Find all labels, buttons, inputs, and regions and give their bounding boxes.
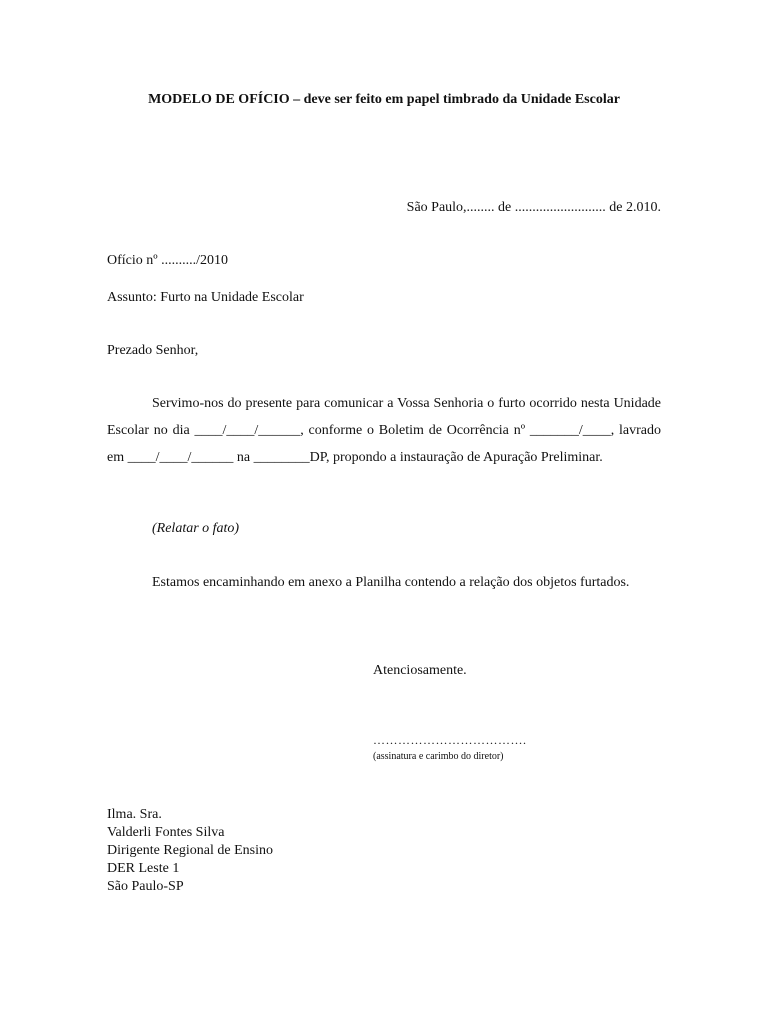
date-line: São Paulo,........ de .......................... de 2.010. <box>406 200 661 215</box>
recipient-role: Dirigente Regional de Ensino <box>107 843 274 858</box>
document-title: MODELO DE OFÍCIO – deve ser feito em papel timbrado da Unidade Escolar <box>148 92 620 107</box>
recipient-block <box>107 806 273 896</box>
signature-line: ………………………………. <box>373 733 527 747</box>
oficio-number: Ofício nº ........../2010 <box>107 253 228 268</box>
recipient-name: Valderli Fontes Silva <box>107 825 225 840</box>
subject-line: Assunto: Furto na Unidade Escolar <box>107 290 304 305</box>
salutation: Prezado Senhor, <box>107 343 199 358</box>
body-paragraph-1: Servimo-nos do presente para comunicar a Vossa Senhoria o furto ocorrido nesta Unidade Escolar no dia ____/____/______, conforme o Boletim de Ocorrência nº _______/____, lavrado em ____/____/______ na ________DP, propondo a instauração de Apuração Preliminar. <box>107 396 661 465</box>
body-paragraph-2: Estamos encaminhando em anexo a Planilha contendo a relação dos objetos furtados. <box>152 575 630 590</box>
signature-caption: (assinatura e carimbo do diretor) <box>373 751 504 762</box>
recipient-office: DER Leste 1 <box>107 861 180 876</box>
recipient-title: Ilma. Sra. <box>107 807 162 822</box>
closing: Atenciosamente. <box>373 663 467 678</box>
recipient-city: São Paulo-SP <box>107 879 184 894</box>
instruction-text: (Relatar o fato) <box>152 521 240 536</box>
